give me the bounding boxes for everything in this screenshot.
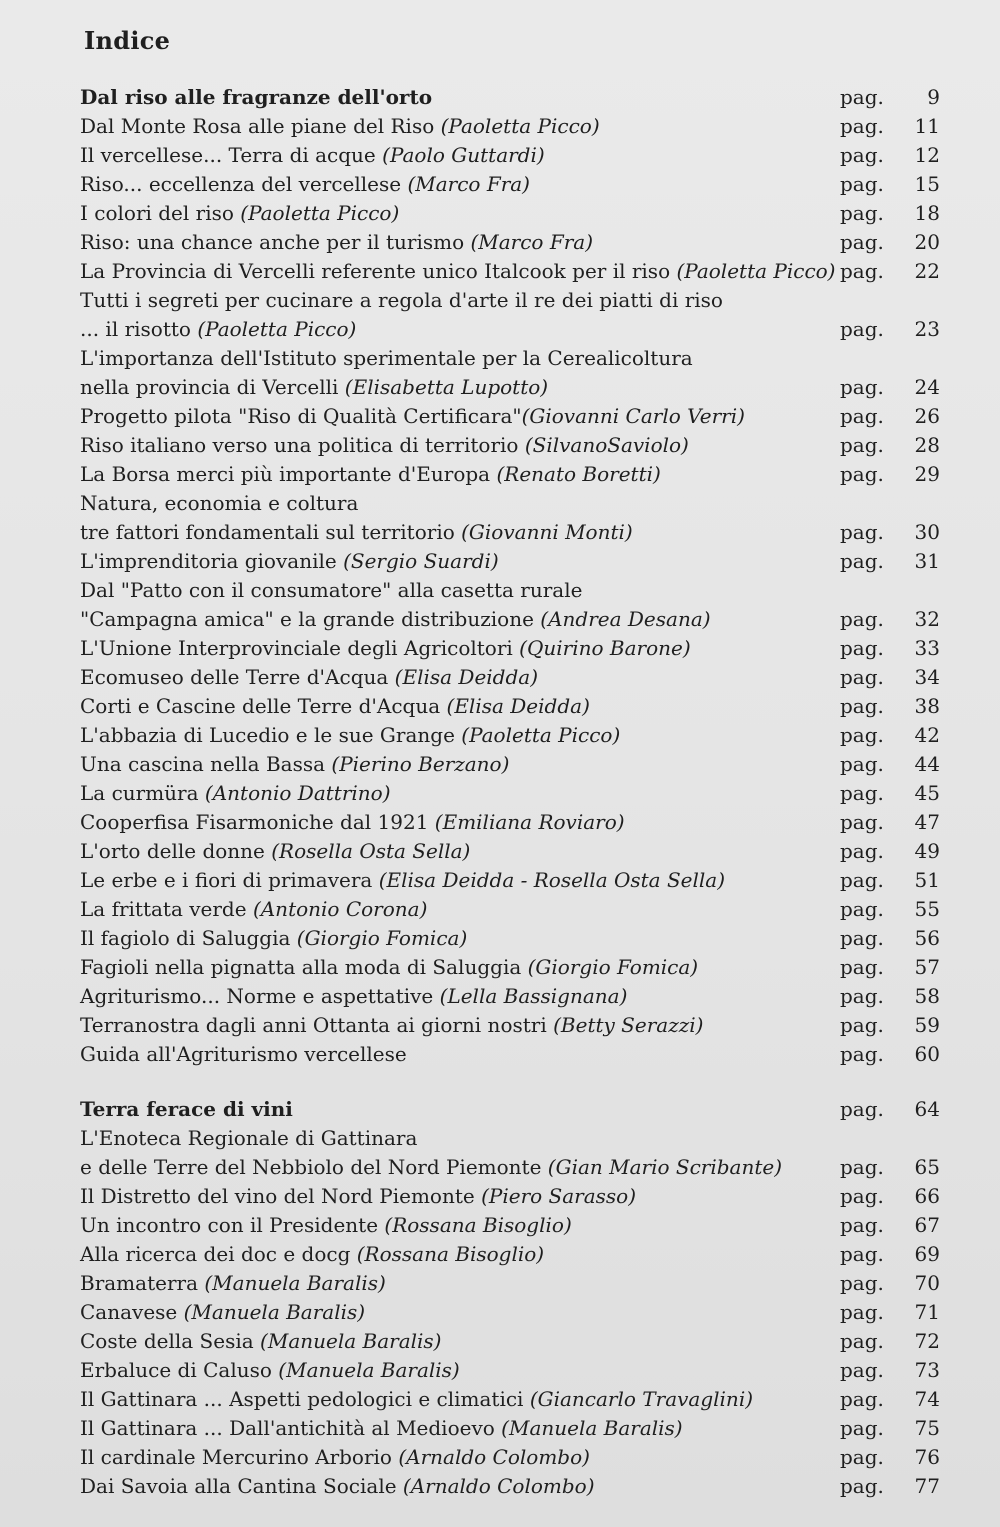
- section-heading: [80, 83, 940, 112]
- entry-title: [80, 1443, 840, 1472]
- entry-title: [80, 808, 840, 837]
- entry-author: (Gian Mario Scribante): [547, 1155, 783, 1179]
- entry-author: (Giovanni Monti): [461, 520, 633, 544]
- entry-author: (Manuela Baralis): [260, 1329, 442, 1353]
- entry-title: [80, 663, 840, 692]
- entry-title-line: Il fagiolo di Saluggia (Giorgio Fomica): [80, 926, 468, 950]
- entry-author: (Manuela Baralis): [501, 1416, 683, 1440]
- entry-title: [80, 112, 840, 141]
- entry-title-line: L'orto delle donne (Rosella Osta Sella): [80, 839, 471, 863]
- page-number: 23: [914, 317, 940, 341]
- toc-entry: [80, 431, 940, 460]
- entry-title: [80, 431, 840, 460]
- toc-entry: [80, 779, 940, 808]
- toc-entry: [80, 402, 940, 431]
- entry-author: (Manuela Baralis): [204, 1271, 386, 1295]
- page-label: pag.: [840, 201, 884, 225]
- page-number: 42: [914, 723, 940, 747]
- toc-entry: [80, 1327, 940, 1356]
- page-label: pag.: [840, 375, 884, 399]
- page-label: pag.: [840, 1474, 884, 1498]
- page-number: 74: [914, 1387, 940, 1411]
- entry-title: [80, 1211, 840, 1240]
- entry-author: (Giancarlo Travaglini): [529, 1387, 754, 1411]
- toc-entry: [80, 1414, 940, 1443]
- entry-title: [80, 1095, 840, 1124]
- entry-title-line: tre fattori fondamentali sul territorio (Giovanni Monti): [80, 520, 633, 544]
- entry-title: [80, 228, 840, 257]
- page-label: pag.: [840, 984, 884, 1008]
- toc-entry: [80, 750, 940, 779]
- entry-author: (Quirino Barone): [519, 636, 691, 660]
- page-number: 26: [914, 404, 940, 428]
- toc-entry: [80, 228, 940, 257]
- page-label: pag.: [840, 1097, 884, 1121]
- page-number: 77: [914, 1474, 940, 1498]
- page-label: pag.: [840, 897, 884, 921]
- entry-author: (Giovanni Carlo Verri): [521, 404, 745, 428]
- toc-entry: [80, 286, 940, 344]
- page-title: Indice: [84, 26, 171, 55]
- page-number: 33: [914, 636, 940, 660]
- entry-title-line: Dal "Patto con il consumatore" alla casetta rurale: [80, 578, 583, 602]
- page-number: 60: [914, 1042, 940, 1066]
- entry-title: [80, 634, 840, 663]
- page-label: pag.: [840, 868, 884, 892]
- page-number: 28: [914, 433, 940, 457]
- toc-entry: [80, 199, 940, 228]
- entry-author: (Manuela Baralis): [278, 1358, 460, 1382]
- page-number: 51: [914, 868, 940, 892]
- page-number: 55: [914, 897, 940, 921]
- toc-entry: [80, 1040, 940, 1069]
- entry-title-line: L'imprenditoria giovanile (Sergio Suardi): [80, 549, 499, 573]
- entry-title: [80, 83, 840, 112]
- toc-entry: [80, 1011, 940, 1040]
- entry-author: (Renato Boretti): [496, 462, 661, 486]
- page-number: 70: [914, 1271, 940, 1295]
- entry-title-line: L'importanza dell'Istituto sperimentale per la Cerealicoltura: [80, 346, 693, 370]
- entry-author: (Rossana Bisoglio): [384, 1213, 572, 1237]
- toc-entry: [80, 953, 940, 982]
- entry-title: [80, 1356, 840, 1385]
- entry-title: [80, 141, 840, 170]
- entry-author: (Paoletta Picco): [197, 317, 357, 341]
- page-number: 73: [914, 1358, 940, 1382]
- entry-author: (Giorgio Fomica): [527, 955, 699, 979]
- entry-title: [80, 1240, 840, 1269]
- entry-title: [80, 402, 840, 431]
- toc-entry: [80, 1443, 940, 1472]
- entry-title-line: Dal riso alle fragranze dell'orto: [80, 85, 433, 109]
- entry-title: [80, 866, 840, 895]
- entry-title-line: "Campagna amica" e la grande distribuzione (Andrea Desana): [80, 607, 711, 631]
- toc-entry: [80, 1182, 940, 1211]
- entry-title: [80, 1472, 840, 1501]
- toc-entry: [80, 170, 940, 199]
- page-number: 24: [914, 375, 940, 399]
- page-number: 31: [914, 549, 940, 573]
- toc-entry: [80, 141, 940, 170]
- page-label: pag.: [840, 520, 884, 544]
- entry-title: [80, 1298, 840, 1327]
- entry-title: [80, 750, 840, 779]
- toc-entry: [80, 1211, 940, 1240]
- entry-author: (SilvanoSaviolo): [524, 433, 689, 457]
- page-number: 47: [914, 810, 940, 834]
- entry-author: (Emiliana Roviaro): [434, 810, 625, 834]
- page-number: 49: [914, 839, 940, 863]
- entry-author: (Rossana Bisoglio): [356, 1242, 545, 1266]
- toc-entry: [80, 692, 940, 721]
- page-label: pag.: [840, 1387, 884, 1411]
- page-number: 72: [914, 1329, 940, 1353]
- entry-title-line: La curmüra (Antonio Dattrino): [80, 781, 391, 805]
- toc-entry: [80, 344, 940, 402]
- page-number: 67: [914, 1213, 940, 1237]
- entry-title-line: Corti e Cascine delle Terre d'Acqua (Elisa Deidda): [80, 694, 590, 718]
- entry-author: (Giorgio Fomica): [296, 926, 468, 950]
- entry-author: (Lella Bassignana): [439, 984, 628, 1008]
- entry-title-line: Tutti i segreti per cucinare a regola d'arte il re dei piatti di riso: [80, 288, 723, 312]
- page-label: pag.: [840, 143, 884, 167]
- entry-title-line: Guida all'Agriturismo vercellese: [80, 1042, 407, 1066]
- entry-author: (Paolo Guttardi): [382, 143, 545, 167]
- entry-title-line: Dai Savoia alla Cantina Sociale (Arnaldo Colombo): [80, 1474, 595, 1498]
- page-label: pag.: [840, 955, 884, 979]
- entry-title: [80, 1040, 840, 1069]
- toc-entry: [80, 982, 940, 1011]
- page-number: 57: [914, 955, 940, 979]
- entry-title-line: I colori del riso (Paoletta Picco): [80, 201, 400, 225]
- entry-title-line: Un incontro con il Presidente (Rossana Bisoglio): [80, 1213, 572, 1237]
- page-label: pag.: [840, 1445, 884, 1469]
- page-label: pag.: [840, 781, 884, 805]
- toc-entry: [80, 1124, 940, 1182]
- entry-title-line: Cooperfisa Fisarmoniche dal 1921 (Emiliana Roviaro): [80, 810, 625, 834]
- page-label: pag.: [840, 1416, 884, 1440]
- entry-title: [80, 344, 840, 402]
- toc-entry: [80, 576, 940, 634]
- entry-title: [80, 1269, 840, 1298]
- entry-author: (Rosella Osta Sella): [271, 839, 471, 863]
- toc-entry: [80, 866, 940, 895]
- page-number: 45: [914, 781, 940, 805]
- entry-title: [80, 837, 840, 866]
- toc-entry: [80, 837, 940, 866]
- toc-entry: [80, 1356, 940, 1385]
- entry-title-line: L'Enoteca Regionale di Gattinara: [80, 1126, 418, 1150]
- entry-title: [80, 460, 840, 489]
- page-label: pag.: [840, 433, 884, 457]
- entry-title-line: e delle Terre del Nebbiolo del Nord Piemonte (Gian Mario Scribante): [80, 1155, 783, 1179]
- page-label: pag.: [840, 317, 884, 341]
- page-number: 64: [914, 1097, 940, 1121]
- toc-entry: [80, 663, 940, 692]
- page-number: 20: [914, 230, 940, 254]
- page-label: pag.: [840, 462, 884, 486]
- entry-title-line: nella provincia di Vercelli (Elisabetta Lupotto): [80, 375, 549, 399]
- entry-author: (Paoletta Picco): [440, 114, 600, 138]
- toc-entry: [80, 257, 940, 286]
- page-label: pag.: [840, 1329, 884, 1353]
- entry-title: [80, 1414, 840, 1443]
- page-number: 75: [914, 1416, 940, 1440]
- entry-title: [80, 1385, 840, 1414]
- entry-title-line: Il vercellese... Terra di acque (Paolo Guttardi): [80, 143, 545, 167]
- entry-title-line: Riso: una chance anche per il turismo (Marco Fra): [80, 230, 593, 254]
- page-number: 66: [914, 1184, 940, 1208]
- page-number: 34: [914, 665, 940, 689]
- entry-title-line: Canavese (Manuela Baralis): [80, 1300, 366, 1324]
- toc-entry: [80, 1298, 940, 1327]
- entry-author: (Paoletta Picco): [240, 201, 400, 225]
- page-label: pag.: [840, 723, 884, 747]
- toc-entry: [80, 895, 940, 924]
- page-number: 58: [914, 984, 940, 1008]
- toc-entry: [80, 1385, 940, 1414]
- entry-title: [80, 170, 840, 199]
- entry-author: (Paoletta Picco): [676, 259, 836, 283]
- entry-title: [80, 489, 840, 547]
- entry-author: (Andrea Desana): [540, 607, 711, 631]
- entry-title: [80, 982, 840, 1011]
- page-number: 65: [914, 1155, 940, 1179]
- entry-author: (Pierino Berzano): [331, 752, 510, 776]
- entry-title-line: Riso... eccellenza del vercellese (Marco Fra): [80, 172, 530, 196]
- page-number: 9: [927, 85, 940, 109]
- entry-author: (Betty Serazzi): [553, 1013, 704, 1037]
- toc-section: [80, 1095, 940, 1501]
- page-label: pag.: [840, 1013, 884, 1037]
- toc-entry: [80, 1472, 940, 1501]
- entry-title-line: La frittata verde (Antonio Corona): [80, 897, 428, 921]
- page-number: 32: [914, 607, 940, 631]
- page-label: pag.: [840, 1271, 884, 1295]
- entry-author: (Marco Fra): [470, 230, 593, 254]
- entry-author: (Antonio Corona): [252, 897, 428, 921]
- page-number: 29: [914, 462, 940, 486]
- page-label: pag.: [840, 1184, 884, 1208]
- entry-title-line: Il Gattinara ... Dall'antichità al Medioevo (Manuela Baralis): [80, 1416, 683, 1440]
- toc-entry: [80, 808, 940, 837]
- entry-author: (Arnaldo Colombo): [402, 1474, 595, 1498]
- entry-title-line: Natura, economia e coltura: [80, 491, 359, 515]
- entry-author: (Manuela Baralis): [183, 1300, 366, 1324]
- entry-title: [80, 953, 840, 982]
- entry-title: [80, 1124, 840, 1182]
- page-label: pag.: [840, 1300, 884, 1324]
- toc-entry: [80, 1240, 940, 1269]
- entry-title-line: Fagioli nella pignatta alla moda di Saluggia (Giorgio Fomica): [80, 955, 699, 979]
- page-number: 11: [914, 114, 940, 138]
- entry-title-line: Ecomuseo delle Terre d'Acqua (Elisa Deidda): [80, 665, 539, 689]
- entry-title: [80, 895, 840, 924]
- page-label: pag.: [840, 404, 884, 428]
- entry-title: [80, 199, 840, 228]
- entry-title: [80, 257, 840, 286]
- entry-title-line: ... il risotto (Paoletta Picco): [80, 317, 357, 341]
- entry-author: (Elisa Deidda - Rosella Osta Sella): [378, 868, 726, 892]
- page-number: 56: [914, 926, 940, 950]
- section-heading: [80, 1095, 940, 1124]
- entry-title-line: L'Unione Interprovinciale degli Agricoltori (Quirino Barone): [80, 636, 691, 660]
- entry-title-line: Progetto pilota "Riso di Qualità Certificara"(Giovanni Carlo Verri): [80, 404, 745, 428]
- entry-title-line: Dal Monte Rosa alle piane del Riso (Paoletta Picco): [80, 114, 600, 138]
- page-label: pag.: [840, 1042, 884, 1066]
- page-label: pag.: [840, 1213, 884, 1237]
- entry-title-line: Il Distretto del vino del Nord Piemonte (Piero Sarasso): [80, 1184, 637, 1208]
- toc-entry: [80, 547, 940, 576]
- page-number: 15: [914, 172, 940, 196]
- page-label: pag.: [840, 1242, 884, 1266]
- entry-title-line: Erbaluce di Caluso (Manuela Baralis): [80, 1358, 460, 1382]
- entry-title: [80, 1011, 840, 1040]
- page-label: pag.: [840, 549, 884, 573]
- entry-title: [80, 924, 840, 953]
- toc-section: [80, 83, 940, 1069]
- entry-title: [80, 1327, 840, 1356]
- entry-title-line: Coste della Sesia (Manuela Baralis): [80, 1329, 442, 1353]
- page-number: 12: [914, 143, 940, 167]
- page-label: pag.: [840, 636, 884, 660]
- entry-title: [80, 286, 840, 344]
- entry-title-line: Alla ricerca dei doc e docg (Rossana Bisoglio): [80, 1242, 545, 1266]
- page-label: pag.: [840, 85, 884, 109]
- entry-title-line: La Borsa merci più importante d'Europa (Renato Boretti): [80, 462, 661, 486]
- toc-entry: [80, 112, 940, 141]
- entry-author: (Sergio Suardi): [343, 549, 499, 573]
- page-number: 69: [914, 1242, 940, 1266]
- entry-title-line: Terra ferace di vini: [80, 1097, 293, 1121]
- toc-entry: [80, 460, 940, 489]
- page-label: pag.: [840, 694, 884, 718]
- entry-author: (Arnaldo Colombo): [398, 1445, 590, 1469]
- entry-author: (Paoletta Picco): [461, 723, 621, 747]
- toc-entry: [80, 924, 940, 953]
- entry-title-line: Agriturismo... Norme e aspettative (Lella Bassignana): [80, 984, 628, 1008]
- page-label: pag.: [840, 230, 884, 254]
- entry-title: [80, 779, 840, 808]
- page-number: 18: [914, 201, 940, 225]
- page-label: pag.: [840, 665, 884, 689]
- entry-title: [80, 547, 840, 576]
- entry-title: [80, 576, 840, 634]
- entry-title-line: Il Gattinara ... Aspetti pedologici e climatici (Giancarlo Travaglini): [80, 1387, 754, 1411]
- toc-entry: [80, 1269, 940, 1298]
- page-label: pag.: [840, 1155, 884, 1179]
- page-number: 38: [914, 694, 940, 718]
- toc-entry: [80, 634, 940, 663]
- toc-entry: [80, 489, 940, 547]
- entry-title-line: La Provincia di Vercelli referente unico Italcook per il riso (Paoletta Picco): [80, 259, 836, 283]
- page-label: pag.: [840, 810, 884, 834]
- page-label: pag.: [840, 1358, 884, 1382]
- entry-title: [80, 692, 840, 721]
- page-label: pag.: [840, 607, 884, 631]
- entry-title-line: Il cardinale Mercurino Arborio (Arnaldo Colombo): [80, 1445, 590, 1469]
- page-number: 76: [914, 1445, 940, 1469]
- toc-entry: [80, 721, 940, 750]
- page-label: pag.: [840, 926, 884, 950]
- page-number: 30: [914, 520, 940, 544]
- page-number: 22: [914, 259, 940, 283]
- entry-author: (Marco Fra): [407, 172, 530, 196]
- page-label: pag.: [840, 114, 884, 138]
- page-label: pag.: [840, 839, 884, 863]
- entry-author: (Elisa Deidda): [394, 665, 539, 689]
- page-number: 71: [914, 1300, 940, 1324]
- entry-title-line: Terranostra dagli anni Ottanta ai giorni nostri (Betty Serazzi): [80, 1013, 704, 1037]
- entry-author: (Elisabetta Lupotto): [344, 375, 549, 399]
- entry-title-line: Riso italiano verso una politica di territorio (SilvanoSaviolo): [80, 433, 689, 457]
- page-label: pag.: [840, 752, 884, 776]
- entry-title-line: Una cascina nella Bassa (Pierino Berzano): [80, 752, 510, 776]
- table-of-contents: [80, 83, 940, 1501]
- page-label: pag.: [840, 259, 884, 283]
- page-number: 59: [914, 1013, 940, 1037]
- entry-title-line: Bramaterra (Manuela Baralis): [80, 1271, 386, 1295]
- entry-author: (Antonio Dattrino): [204, 781, 391, 805]
- entry-author: (Elisa Deidda): [446, 694, 590, 718]
- entry-author: (Piero Sarasso): [481, 1184, 637, 1208]
- entry-title-line: L'abbazia di Lucedio e le sue Grange (Paoletta Picco): [80, 723, 621, 747]
- entry-title-line: Le erbe e i fiori di primavera (Elisa Deidda - Rosella Osta Sella): [80, 868, 726, 892]
- page-number: 44: [914, 752, 940, 776]
- page-label: pag.: [840, 172, 884, 196]
- entry-title: [80, 1182, 840, 1211]
- entry-title: [80, 721, 840, 750]
